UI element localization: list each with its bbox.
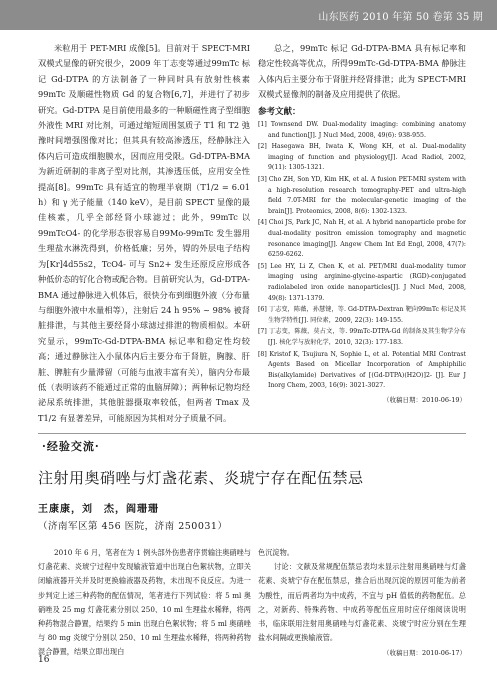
reference-list [258,120,466,392]
body-paragraph: 米粒用于 PET-MRI 成像[5]。目前对于 SPECT-MRI 双模式显像的研究很少，2009 年丁志变等通过99mTc 标记 Gd-DTPA 的方法制备了一种同时具有放射性核素99mTc 及顺磁性物质 Gd 的复合物[6,7]，并进行了初步研究。Gd-DTPA 是目前使用最多的一种顺磁性离子型细胞外液性 MRI 对比剂，可通过缩短周围氢质子 T1 和 T2 弛豫时间增强图像对比；但其具有较高渗透压，经静脉注入体内后可造成细胞膜水，因而应用受限。Gd-DTPA-BMA 为新近研制的非离子型对比剂，其渗透压低，应用安全性提高[8]。99mTc 具有适宜的物理半衰期（T1/2 = 6.01 h）和 γ 光子能量（140 keV），是目前 SPECT 显像的最佳核素，几乎全部经肾小球滤过；此外，99mTc 以99mTcO4- 的化学形态很容易自99Mo-99mTc 发生器用生理盐水淋洗得到，价格低廉；另外，锝的外层电子结构为[Kr]4d55s2，TcO4- 可与 Sn2+ 发生还原反应形成各种低价态的钌化合物或配合物。目前研究认为，Gd-DTPA-BMA 通过静脉进入机体后，很快分布到细胞外液（分布量与细胞外液中水量相等），注射后 24 h 95% ~ 98% 被肾脏排泄，与其他主要经肾小球滤过排泄的物质相似。本研究显示，99mTc-Gd-DTPA-BMA 标记率和稳定性均较高；通过静脉注入小鼠体内后主要分布于肾脏，胸腺、肝脏、脾脏有少量滞留（可能与血液丰富有关），脑内分布最低（表明该药不能通过正常的血脑屏障）；两种标记物均经泌尿系统排泄，其他脏器摄取率较低，但两者 Tmax 及 T1/2 有显著差异，可能原因为其相对分子质量不同。 [38,43,250,423]
body-paragraph: 2010 年 6 月，笔者在为 1 例头部外伤患者序贯输注奥硝唑与灯盏花素、炎琥宁过程中发现输液管道中出现白色絮状物，立即关闭输液器开关并及时更换输液器及药物，未出现不良反应。为进一步判定上述三种药物的配伍情况，笔者进行下列试验：将 5 ml 奥硝唑及 25 mg 灯盏花素分别以 250、10 ml 生理盐水稀释，将两种药物混合静置，结果约 5 min 出现白色絮状物；将 5 ml 奥硝唑与 80 mg 炎琥宁分别以 250、10 ml 生理盐水稀释，将两种药物混合静置，结果立即出现白 [38,548,251,657]
article-affiliation: （济南军区第 456 医院，济南 250031） [38,521,228,532]
reference-item: [7] 丁志变，陈薇，莫占文，等. 99mTc-DTPA-Gd 的制备及其生物学分布[J]. 核化学与放射化学，2010, 32(3): 177-183. [258,328,466,346]
article-authors: 王康康，刘 杰，阎珊珊 [38,504,159,515]
lower-left-column [38,546,251,660]
section-divider [38,433,466,434]
reference-item: [3] Cho ZH, Son YD, Kim HK, et al. A fusion PET-MRI system with a high-resolution research tomography-PET and ultra-high field 7.0T-MRI for the molecular-genetic imaging of the brain[J]. Proteomics, 2008, 8(6): 1302-1323. [258,176,466,215]
discussion-paragraph: 讨论：文献及常规配伍禁忌表均未显示注射用奥硝唑与灯盏花素、炎琥宁存在配伍禁忌，推合后出现沉淀的原因可能为前者为酸性，而后两者均为中成药，不宜与 pH 值低的药物配伍。总之，对新药、特殊药物、中成药等配伍应用时应仔细阅读说明书，临床联用注射用奥硝唑与灯盏花素、炎琥宁时应分别在生理盐水间隔或更换输液管。 [258,562,466,643]
body-paragraph: 色沉淀物。 [258,548,294,557]
reference-item: [2] Hasegawa BH, Iwata K, Wong KH, et al. Dual-modality imaging of function and physiology[J]. Acad Radiol, 2002, 9(11): 1305-1321. [258,143,466,172]
reference-item: [4] Choi JS, Park JC, Nah H, et al. A hybrid nanoparticle probe for dual-modality positron emission tomography and magnetic resonance imaging[J]. Angew Chem Int Ed Engl, 2008, 47(7): 6259-6262. [258,219,466,259]
section-label: ·经验交流· [42,440,100,453]
reference-item: [6] 丁志变，陈薇，孙慧键，等. Gd-DTPA-Dextran 靶向99mTc 标记及其生物学特性[J]. 同位素，2009, 22(3): 149-155. [258,306,466,324]
upper-right-column [258,41,466,406]
reference-item: [8] Kristof K, Tsujiura N, Sophie L, et al. Potential MRI Contrast Agents Based on Micellar Incorporation of Amphiphilic Bis(alkylamide) Derivatives of [(Gd-DTPA)(H2O)]2- [J]. Eur J Inorg Chem, 2003, 16(9): 3021-3027. [258,350,466,390]
journal-header-bar [0,0,497,30]
references-heading: 参考文献： [258,106,301,117]
reference-item: [1] Townsend DW. Dual-modality imaging: combining anatomy and function[J]. J Nucl Med, 2008, 49(6): 938-955. [258,121,466,139]
received-date: （收稿日期：2010-06-17） [383,649,466,658]
reference-item: [5] Lee HY, Li Z, Chen K, et al. PET/MRI dual-modality tumor imaging using arginine-glycine-aspartic (RGD)-conjugated radiolabeled iron oxide nanoparticles[J]. J Nucl Med, 2008, 49(8): 1371-1379. [258,262,466,302]
article-title: 注射用奥硝唑与灯盏花素、炎琥宁存在配伍禁忌 [38,469,364,487]
upper-left-column [38,41,250,426]
journal-header: 山东医药 2010 年第 50 卷第 35 期 [318,12,483,23]
conclusion-paragraph: 总之，99mTc 标记 Gd-DTPA-BMA 具有标记率和稳定性较高等优点，所得99mTc-Gd-DTPA-BMA 静脉注入体内后主要分布于肾脏并经肾排泄；此为 SPECT-MRI 双模式显像剂的制备及应用提供了依据。 [258,43,466,100]
lower-right-column [258,546,466,659]
received-date: （收稿日期：2010-06-19） [383,395,466,404]
page-number: 16 [38,655,50,665]
